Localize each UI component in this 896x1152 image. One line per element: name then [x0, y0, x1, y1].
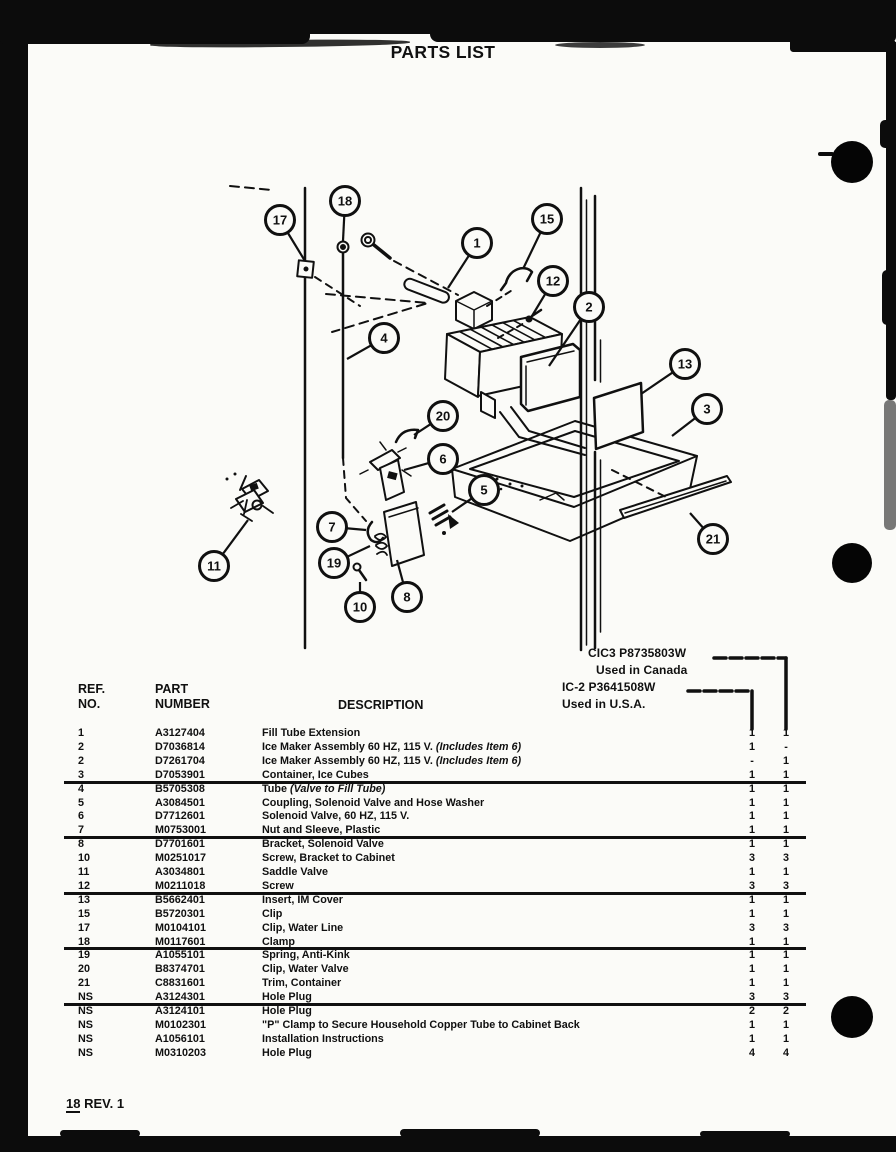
- clip-part: [396, 430, 418, 442]
- description-cell: Bracket, Solenoid Valve: [262, 838, 384, 851]
- description-cell: Clip: [262, 907, 283, 920]
- callout-number-1: 1: [473, 235, 481, 251]
- qty-canada-cell: 1: [782, 782, 789, 795]
- part-number-cell: D7036814: [155, 740, 205, 753]
- part-number-cell: B5662401: [155, 893, 205, 906]
- qty-canada-cell: 1: [782, 907, 789, 920]
- ref-no-cell: 19: [78, 949, 91, 962]
- callout-leader-15: [523, 232, 541, 269]
- part-number-cell: A3084501: [155, 796, 205, 809]
- col-header-part-number: NUMBER: [155, 697, 210, 711]
- callout-balloons: [200, 187, 728, 622]
- callout-number-4: 4: [380, 330, 388, 346]
- ref-no-cell: NS: [78, 1005, 93, 1017]
- qty-usa-cell: 1: [748, 740, 755, 753]
- callout-leader-7: [346, 528, 366, 530]
- qty-usa-cell: 1: [748, 1032, 755, 1045]
- qty-canada-cell: 3: [782, 879, 789, 892]
- qty-usa-cell: 1: [748, 838, 755, 851]
- table-row: [76, 1047, 816, 1061]
- ref-no-cell: 2: [78, 754, 85, 767]
- callout-number-7: 7: [328, 519, 336, 535]
- callout-number-15: 15: [539, 211, 555, 227]
- qty-usa-cell: 1: [748, 893, 755, 906]
- part-number-cell: M0102301: [155, 1018, 207, 1031]
- table-row: [76, 894, 816, 908]
- qty-canada-cell: -: [784, 740, 788, 753]
- qty-usa-cell: 2: [748, 1005, 755, 1017]
- description-cell: Ice Maker Assembly 60 HZ, 115 V. (Includes Item 6): [262, 754, 522, 767]
- description-cell: Insert, IM Cover: [262, 893, 343, 906]
- callout-number-20: 20: [435, 408, 451, 424]
- table-row: [76, 1005, 816, 1019]
- table-row: [76, 922, 816, 936]
- qty-canada-cell: 1: [782, 768, 789, 781]
- qty-canada-cell: 3: [782, 852, 789, 865]
- callout-number-10: 10: [352, 599, 368, 615]
- description-cell: Hole Plug: [262, 991, 312, 1004]
- callout-leader-17: [288, 232, 305, 261]
- table-row: [76, 1033, 816, 1047]
- qty-usa-cell: 1: [748, 824, 755, 837]
- trim-part: [625, 481, 726, 513]
- description-italic-note: (Includes Item 6): [435, 754, 522, 767]
- table-row: [76, 797, 816, 811]
- ref-no-cell: NS: [78, 1046, 93, 1059]
- qty-usa-cell: 3: [748, 852, 755, 865]
- callout-number-11: 11: [207, 558, 221, 574]
- table-row: [76, 908, 816, 922]
- parts-table-rows: [76, 727, 816, 1075]
- description-cell: Coupling, Solenoid Valve and Hose Washer: [262, 796, 485, 809]
- description-cell: Spring, Anti-Kink: [262, 949, 350, 962]
- callout-number-19: 19: [326, 555, 342, 571]
- part-number-cell: C8831601: [155, 977, 205, 990]
- table-row: [76, 727, 816, 741]
- description-cell: Installation Instructions: [262, 1032, 384, 1045]
- qty-usa-cell: 3: [748, 921, 755, 934]
- table-row: [76, 783, 816, 797]
- callout-number-13: 13: [677, 356, 693, 372]
- col-header-description: DESCRIPTION: [338, 698, 424, 712]
- qty-canada-cell: 1: [782, 1032, 789, 1045]
- table-row: [76, 963, 816, 977]
- ref-no-cell: 21: [78, 977, 91, 990]
- table-row: [76, 852, 816, 866]
- table-row: [76, 838, 816, 852]
- col-header-part: PART: [155, 682, 189, 696]
- page-number: 18: [66, 1096, 81, 1111]
- solenoid-valve-part: [380, 460, 404, 500]
- water-line-dashed: [343, 458, 366, 521]
- saddle-valve-part: [226, 473, 274, 522]
- qty-canada-cell: 1: [782, 977, 789, 990]
- part-number-cell: D7053901: [155, 768, 205, 781]
- qty-canada-cell: 1: [782, 754, 789, 767]
- ref-no-cell: 18: [78, 935, 91, 948]
- qty-canada-cell: 1: [782, 949, 789, 962]
- part-number-cell: D7261704: [155, 754, 205, 767]
- qty-canada-cell: 2: [782, 1005, 789, 1017]
- description-cell: Trim, Container: [262, 977, 342, 990]
- ref-no-cell: NS: [78, 1032, 93, 1045]
- dash-leader: [487, 289, 514, 306]
- ref-no-cell: 13: [78, 893, 91, 906]
- callout-number-12: 12: [545, 273, 561, 289]
- qty-usa-cell: 1: [748, 935, 755, 948]
- callout-number-21: 21: [705, 531, 721, 547]
- screw-part: [374, 245, 390, 258]
- part-number-cell: M0251017: [155, 852, 207, 865]
- ref-no-cell: 5: [78, 796, 85, 809]
- ref-no-cell: 20: [78, 963, 91, 976]
- clamp-part: [341, 245, 345, 249]
- qty-usa-cell: 4: [748, 1046, 755, 1059]
- description-cell: Solenoid Valve, 60 HZ, 115 V.: [262, 810, 410, 823]
- qty-canada-cell: 1: [782, 893, 789, 906]
- part-number-cell: M0104101: [155, 921, 207, 934]
- qty-usa-cell: 3: [748, 879, 755, 892]
- usa-model-number: IC-2 P3641508W: [562, 680, 656, 694]
- coupling-part: [448, 514, 459, 529]
- spring-part: [375, 534, 387, 555]
- motor-housing: [521, 344, 580, 411]
- ref-no-cell: 3: [78, 768, 85, 781]
- canada-model-number: CIC3 P8735803W: [588, 646, 687, 660]
- page-title: PARTS LIST: [390, 42, 496, 62]
- callout-leader-4: [347, 345, 371, 359]
- part-number-cell: M0310203: [155, 1046, 207, 1059]
- qty-usa-cell: 1: [748, 907, 755, 920]
- part-number-cell: A3034801: [155, 866, 205, 878]
- callout-number-2: 2: [585, 299, 593, 315]
- part-number-cell: A3127404: [155, 727, 205, 739]
- callout-leader-13: [641, 372, 673, 394]
- col-header-ref-no: NO.: [78, 697, 101, 711]
- canada-model-note: Used in Canada: [596, 663, 688, 677]
- description-italic-note: (Valve to Fill Tube): [290, 782, 386, 795]
- callout-leader-1: [448, 255, 469, 288]
- ref-no-cell: 11: [78, 866, 90, 878]
- coupling-part: [430, 505, 450, 525]
- qty-canada-cell: 1: [782, 838, 789, 851]
- qty-usa-cell: 1: [748, 768, 755, 781]
- ref-no-cell: 17: [78, 921, 91, 934]
- callout-number-6: 6: [439, 451, 447, 467]
- qty-usa-cell: 1: [748, 1018, 755, 1031]
- callout-leader-6: [404, 463, 429, 470]
- qty-canada-cell: 1: [782, 866, 789, 878]
- clip-part: [501, 268, 532, 290]
- col-header-ref: REF.: [78, 682, 106, 696]
- description-cell: Container, Ice Cubes: [262, 768, 369, 781]
- callout-number-17: 17: [272, 212, 288, 228]
- description-cell: Nut and Sleeve, Plastic: [262, 824, 381, 837]
- nut-sleeve-part: [368, 522, 383, 542]
- ref-no-cell: NS: [78, 991, 93, 1004]
- dash-leader: [315, 277, 360, 306]
- table-row: [76, 1019, 816, 1033]
- qty-canada-cell: 1: [782, 1018, 789, 1031]
- table-row: [76, 949, 816, 963]
- qty-usa-cell: -: [750, 754, 754, 767]
- part-number-cell: D7701601: [155, 838, 205, 851]
- ref-no-cell: 7: [78, 824, 85, 837]
- description-cell: Clip, Water Line: [262, 921, 344, 934]
- description-cell: Hole Plug: [262, 1046, 312, 1059]
- description-cell: Tube (Valve to Fill Tube): [262, 782, 386, 795]
- qty-canada-cell: 1: [782, 824, 789, 837]
- part-number-cell: B5705308: [155, 782, 205, 795]
- qty-canada-cell: 1: [782, 727, 789, 739]
- table-row: [76, 866, 816, 880]
- mounting-foot: [481, 392, 495, 418]
- page-footer: [66, 1096, 124, 1111]
- callout-leader-3: [672, 418, 696, 436]
- callout-leader-19: [347, 546, 370, 557]
- description-cell: Screw, Bracket to Cabinet: [262, 852, 395, 865]
- qty-usa-cell: 1: [748, 977, 755, 990]
- ref-no-cell: 8: [78, 838, 85, 851]
- qty-canada-cell: 1: [782, 810, 789, 823]
- qty-usa-cell: 3: [748, 991, 755, 1004]
- description-cell: Saddle Valve: [262, 866, 329, 878]
- description-cell: Hole Plug: [262, 1005, 312, 1017]
- ref-no-cell: 12: [78, 879, 91, 892]
- callout-leader-11: [223, 520, 248, 554]
- coupling-part: [442, 531, 446, 535]
- callout-number-5: 5: [480, 482, 488, 498]
- qty-canada-cell: 1: [782, 935, 789, 948]
- table-row: [76, 741, 816, 755]
- ref-no-cell: NS: [78, 1018, 93, 1031]
- qty-canada-cell: 3: [782, 921, 789, 934]
- screw-part: [359, 570, 366, 580]
- part-number-cell: M0117601: [155, 935, 206, 948]
- description-cell: Ice Maker Assembly 60 HZ, 115 V. (Includes Item 6): [262, 740, 522, 753]
- ref-no-cell: 1: [78, 727, 85, 739]
- qty-usa-cell: 1: [748, 810, 755, 823]
- ref-no-cell: 6: [78, 810, 85, 823]
- qty-usa-cell: 1: [748, 727, 755, 739]
- qty-usa-cell: 1: [748, 796, 755, 809]
- variant-bracket-lines: [688, 658, 786, 729]
- description-cell: Clamp: [262, 935, 295, 948]
- description-italic-note: (Includes Item 6): [435, 740, 522, 753]
- fill-tube-part: [403, 277, 451, 304]
- callout-number-3: 3: [703, 401, 711, 417]
- part-number-cell: B8374701: [155, 963, 205, 976]
- qty-canada-cell: 4: [782, 1046, 789, 1059]
- description-cell: Screw: [262, 879, 294, 892]
- part-number-cell: A3124301: [155, 991, 205, 1004]
- ref-no-cell: 15: [78, 907, 91, 920]
- callout-number-18: 18: [337, 193, 353, 209]
- ref-no-cell: 2: [78, 740, 85, 753]
- qty-canada-cell: 1: [782, 963, 789, 976]
- part-number-cell: A1056101: [155, 1032, 205, 1045]
- description-cell: Fill Tube Extension: [262, 727, 361, 739]
- qty-canada-cell: 1: [782, 796, 789, 809]
- part-number-cell: A3124101: [155, 1005, 205, 1017]
- callout-leader-21: [690, 513, 703, 528]
- qty-usa-cell: 1: [748, 782, 755, 795]
- part-number-cell: D7712601: [155, 810, 205, 823]
- part-number-cell: M0211018: [155, 879, 206, 892]
- qty-usa-cell: 1: [748, 866, 755, 878]
- callout-leader-18: [343, 215, 344, 241]
- part-number-cell: M0753001: [155, 824, 207, 837]
- description-cell: "P" Clamp to Secure Household Copper Tube to Cabinet Back: [262, 1018, 580, 1031]
- qty-usa-cell: 1: [748, 949, 755, 962]
- table-row: [76, 755, 816, 769]
- callout-number-8: 8: [403, 589, 411, 605]
- revision-label: REV. 1: [84, 1096, 125, 1111]
- qty-usa-cell: 1: [748, 963, 755, 976]
- ref-no-cell: 10: [78, 852, 91, 865]
- water-line-clip-part: [304, 267, 309, 272]
- part-number-cell: B5720301: [155, 907, 205, 920]
- dash-mark: [230, 186, 272, 190]
- table-row: [76, 977, 816, 991]
- qty-canada-cell: 3: [782, 991, 789, 1004]
- description-cell: Clip, Water Valve: [262, 963, 349, 976]
- ref-no-cell: 4: [78, 782, 85, 795]
- usa-model-note: Used in U.S.A.: [562, 697, 646, 711]
- part-number-cell: A1055101: [155, 949, 205, 962]
- screw-part: [365, 237, 371, 243]
- table-row: [76, 810, 816, 824]
